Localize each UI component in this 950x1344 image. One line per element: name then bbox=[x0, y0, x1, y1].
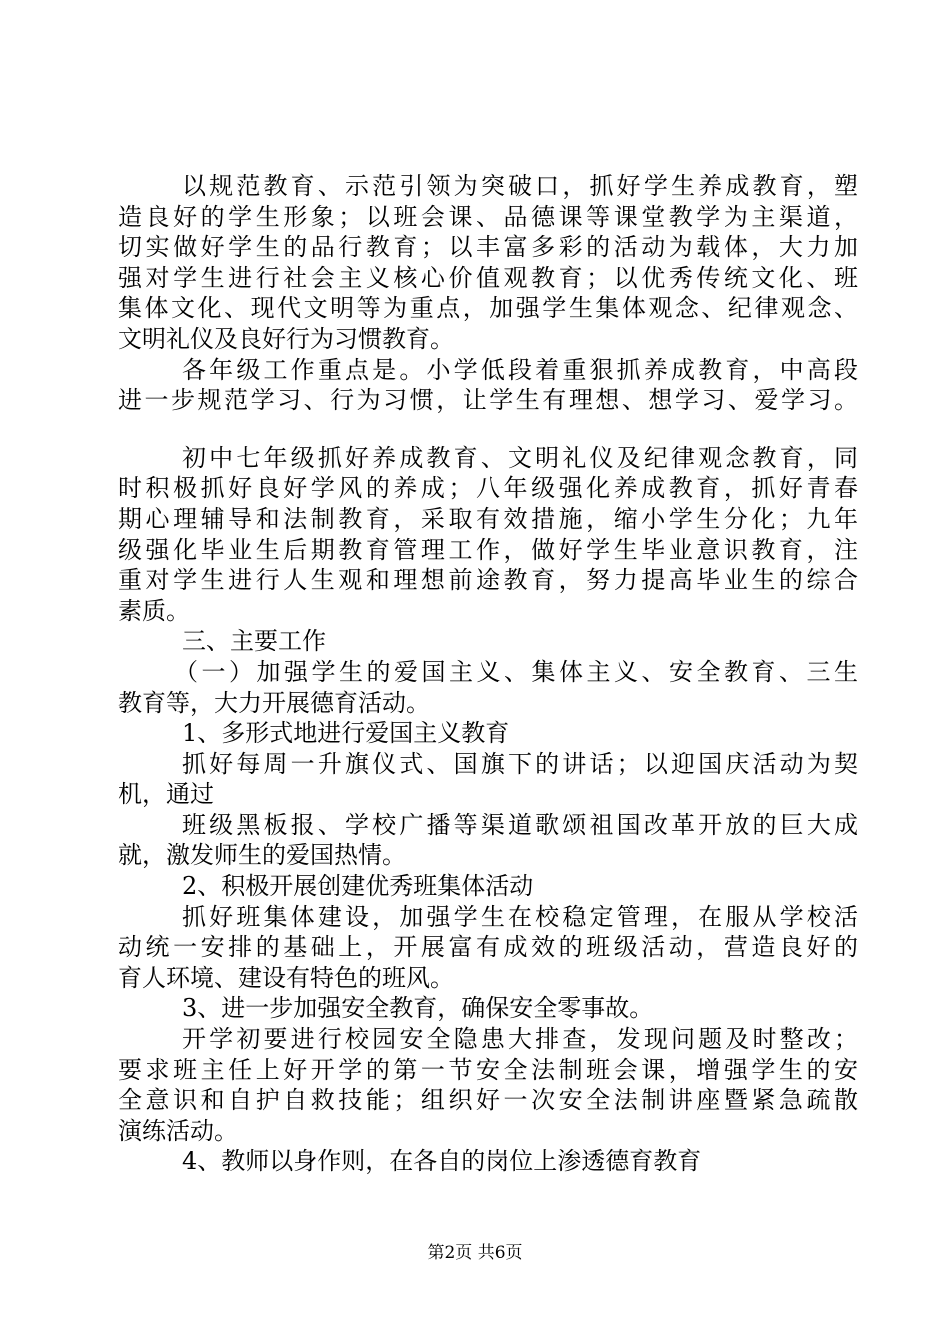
text-line: 期心理辅导和法制教育，采取有效措施，缩小学生分化；九年 bbox=[118, 504, 858, 533]
text-line: 强对学生进行社会主义核心价值观教育；以优秀传统文化、班 bbox=[118, 263, 858, 292]
subsection-heading: 4、教师以身作则，在各自的岗位上渗透德育教育 bbox=[182, 1147, 702, 1176]
text-line: 演练活动。 bbox=[118, 1116, 238, 1145]
text-line: 要求班主任上好开学的第一节安全法制班会课，增强学生的安 bbox=[118, 1055, 858, 1084]
text-line: 机，通过 bbox=[118, 780, 214, 809]
text-line: 集体文化、现代文明等为重点，加强学生集体观念、纪律观念、 bbox=[118, 294, 858, 323]
text-line: 初中七年级抓好养成教育、文明礼仪及纪律观念教育，同 bbox=[182, 443, 858, 472]
text-line: 全意识和自护自救技能；组织好一次安全法制讲座暨紧急疏散 bbox=[118, 1086, 858, 1115]
text-line: 重对学生进行人生观和理想前途教育，努力提高毕业生的综合 bbox=[118, 566, 858, 595]
text-line: 抓好班集体建设，加强学生在校稳定管理，在服从学校活 bbox=[182, 902, 858, 931]
subsection-heading: 3、进一步加强安全教育，确保安全零事故。 bbox=[182, 994, 654, 1023]
text-line: 就，激发师生的爱国热情。 bbox=[118, 841, 406, 870]
text-line: 各年级工作重点是。小学低段着重狠抓养成教育，中高段 bbox=[182, 355, 858, 384]
text-line: 时积极抓好良好学风的养成；八年级强化养成教育，抓好青春 bbox=[118, 474, 858, 503]
text-line: 进一步规范学习、行为习惯，让学生有理想、想学习、爱学习。 bbox=[118, 386, 858, 415]
text-line: 抓好每周一升旗仪式、国旗下的讲话；以迎国庆活动为契 bbox=[182, 749, 858, 778]
text-line: （一）加强学生的爱国主义、集体主义、安全教育、三生 bbox=[174, 657, 858, 686]
page-number: 第2页 共6页 bbox=[427, 1243, 523, 1263]
subsection-heading: 1、多形式地进行爱国主义教育 bbox=[182, 719, 510, 748]
text-line: 文明礼仪及良好行为习惯教育。 bbox=[118, 324, 454, 353]
section-heading: 三、主要工作 bbox=[182, 627, 326, 656]
text-line: 素质。 bbox=[118, 596, 190, 625]
text-line: 动统一安排的基础上，开展富有成效的班级活动，营造良好的 bbox=[118, 933, 858, 962]
subsection-heading: 2、积极开展创建优秀班集体活动 bbox=[182, 872, 534, 901]
paragraph-gap bbox=[118, 416, 858, 443]
text-line: 班级黑板报、学校广播等渠道歌颂祖国改革开放的巨大成 bbox=[182, 810, 858, 839]
text-line: 开学初要进行校园安全隐患大排查，发现问题及时整改； bbox=[182, 1025, 858, 1054]
document-body bbox=[118, 171, 858, 1177]
text-line: 造良好的学生形象；以班会课、品德课等课堂教学为主渠道， bbox=[118, 202, 858, 231]
text-line: 育人环境、建设有特色的班风。 bbox=[118, 963, 454, 992]
text-line: 教育等，大力开展德育活动。 bbox=[118, 688, 430, 717]
text-line: 以规范教育、示范引领为突破口，抓好学生养成教育，塑 bbox=[182, 172, 858, 200]
text-line: 级强化毕业生后期教育管理工作，做好学生毕业意识教育，注 bbox=[118, 535, 858, 564]
text-line: 切实做好学生的品行教育；以丰富多彩的活动为载体，大力加 bbox=[118, 233, 858, 262]
